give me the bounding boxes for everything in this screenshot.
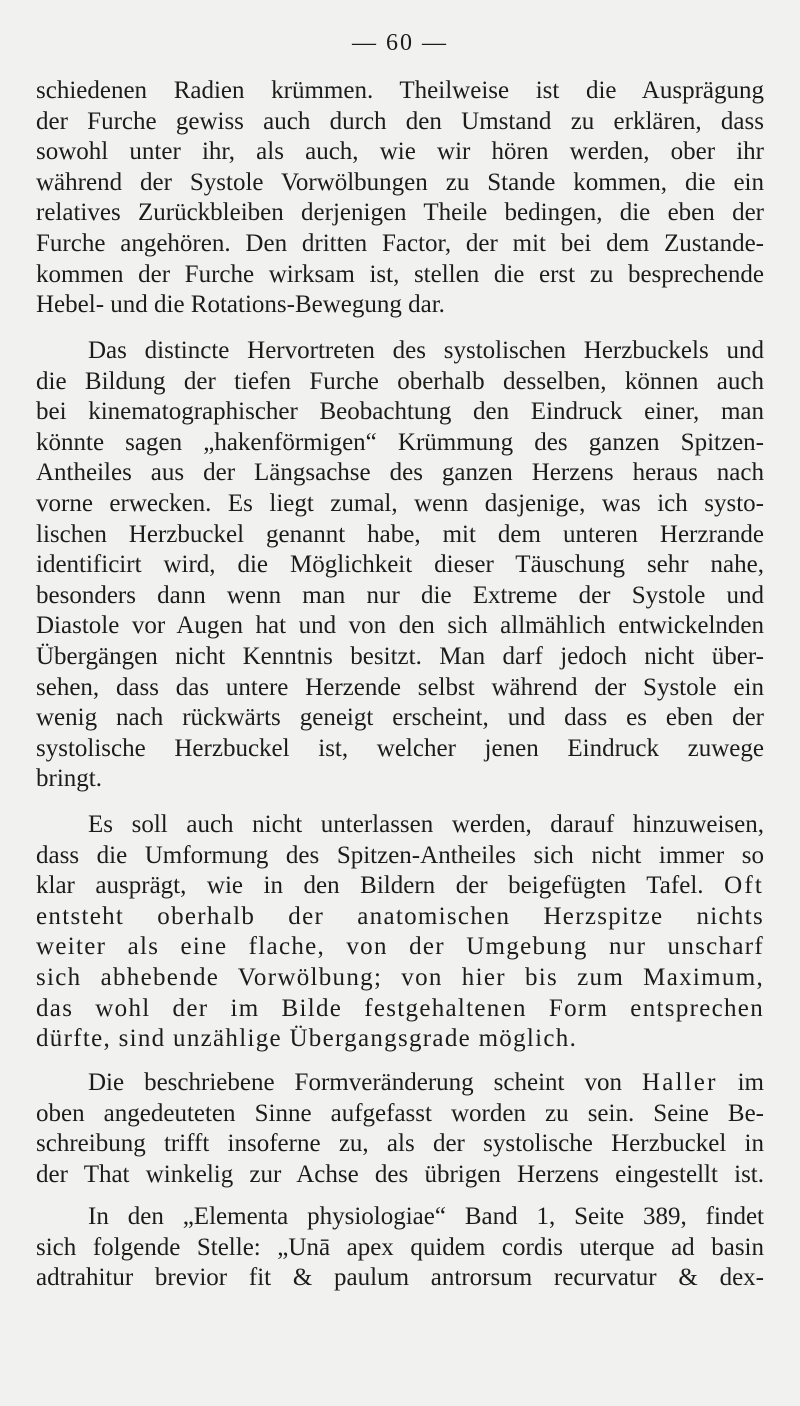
text-line: Hebel- und die Rotations-Bewegung dar. xyxy=(36,291,445,319)
text-line: Diastole vor Augen hat und von den sich allmählich entwickelnden xyxy=(36,612,764,640)
text-line: während der Systole Vorwölbungen zu Stande kommen, die ein xyxy=(36,168,764,196)
text-line: der That winkelig zur Achse des übrigen Herzens eingestellt ist. xyxy=(36,1160,764,1188)
paragraph-3 xyxy=(36,810,764,1055)
text-line: kommen der Furche wirksam ist, stellen die erst zu besprechende xyxy=(36,260,764,288)
text-line: besonders dann wenn man nur die Extreme der Systole und xyxy=(36,581,764,609)
text-line: adtrahitur brevior fit & paulum antrorsum recurvatur & dex- xyxy=(36,1264,764,1292)
text-line-spaced: das wohl der im Bilde festgehaltenen Form entsprechen xyxy=(36,994,764,1022)
text-line: die Bildung der tiefen Furche oberhalb desselben, können auch xyxy=(36,367,764,395)
text-line: schreibung trifft insoferne zu, als der systolische Herzbuckel in xyxy=(36,1130,764,1158)
text-line: sich folgende Stelle: „Unā apex quidem cordis uterque ad basin xyxy=(36,1233,764,1261)
text-line-with-spaced-name xyxy=(36,1068,764,1099)
text-line-spaced: sich abhebende Vorwölbung; von hier bis zum Maximum, xyxy=(36,963,764,991)
text-line: In den „Elementa physiologiae“ Band 1, Seite 389, findet xyxy=(88,1203,764,1230)
text-line: schiedenen Radien krümmen. Theilweise ist die Ausprägung xyxy=(36,77,764,104)
text-line: Übergängen nicht Kenntnis besitzt. Man darf jedoch nicht über- xyxy=(36,642,764,670)
text-line: vorne erwecken. Es liegt zumal, wenn dasjenige, was ich systo- xyxy=(36,489,764,517)
text-line: Furche angehören. Den dritten Factor, der mit bei dem Zustande- xyxy=(36,229,764,257)
paragraph-5 xyxy=(36,1202,764,1294)
text-line: sehen, dass das untere Herzende selbst während der Systole ein xyxy=(36,673,764,701)
text-line: relatives Zurückbleiben derjenigen Theile bedingen, die eben der xyxy=(36,199,764,227)
text-line: Antheiles aus der Längsachse des ganzen Herzens heraus nach xyxy=(36,459,764,487)
text-line: sowohl unter ihr, als auch, wie wir hören werden, ober ihr xyxy=(36,138,764,166)
text-line: bringt. xyxy=(36,765,102,793)
text-line: Es soll auch nicht unterlassen werden, darauf hinzuweisen, xyxy=(88,811,764,838)
paragraph-4 xyxy=(36,1068,764,1190)
paragraph-1 xyxy=(36,76,764,321)
text-span: klar ausprägt, wie in den Bildern der beigefügten Tafel. xyxy=(36,872,704,900)
text-line: oben angedeuteten Sinne aufgefasst worden zu sein. Seine Be- xyxy=(36,1099,764,1127)
text-line: Das distincte Hervortreten des systolischen Herzbuckels und xyxy=(88,337,764,364)
text-line: könnte sagen „hakenförmigen“ Krümmung des ganzen Spitzen- xyxy=(36,428,764,456)
spaced-emphasis: Oft xyxy=(724,872,764,900)
text-line-spaced: weiter als eine flache, von der Umgebung nur unscharf xyxy=(36,933,764,961)
spaced-name-haller: Haller xyxy=(641,1069,718,1096)
text-line: wenig nach rückwärts geneigt erscheint, und dass es eben der xyxy=(36,704,764,732)
text-line: identificirt wird, die Möglichkeit dieser Täuschung sehr nahe, xyxy=(36,551,764,579)
paragraph-2 xyxy=(36,336,764,795)
text-line-with-spaced-word xyxy=(36,871,764,902)
text-line: systolische Herzbuckel ist, welcher jenen Eindruck zuwege xyxy=(36,734,764,762)
text-line: dass die Umformung des Spitzen-Antheiles sich nicht immer so xyxy=(36,841,764,869)
text-line: der Furche gewiss auch durch den Umstand zu erklären, dass xyxy=(36,107,764,135)
text-line: bei kinematographischer Beobachtung den Eindruck einer, man xyxy=(36,398,764,426)
text-line-spaced: entsteht oberhalb der anatomischen Herzspitze nichts xyxy=(36,902,764,930)
text-line: lischen Herzbuckel genannt habe, mit dem unteren Herzrande xyxy=(36,520,764,548)
text-line-spaced: dürfte, sind unzählige Übergangsgrade möglich. xyxy=(36,1025,578,1053)
page-number: — 60 — xyxy=(352,30,448,56)
text-span: Die beschriebene Formveränderung scheint von xyxy=(88,1069,622,1096)
text-span: im xyxy=(737,1069,764,1096)
